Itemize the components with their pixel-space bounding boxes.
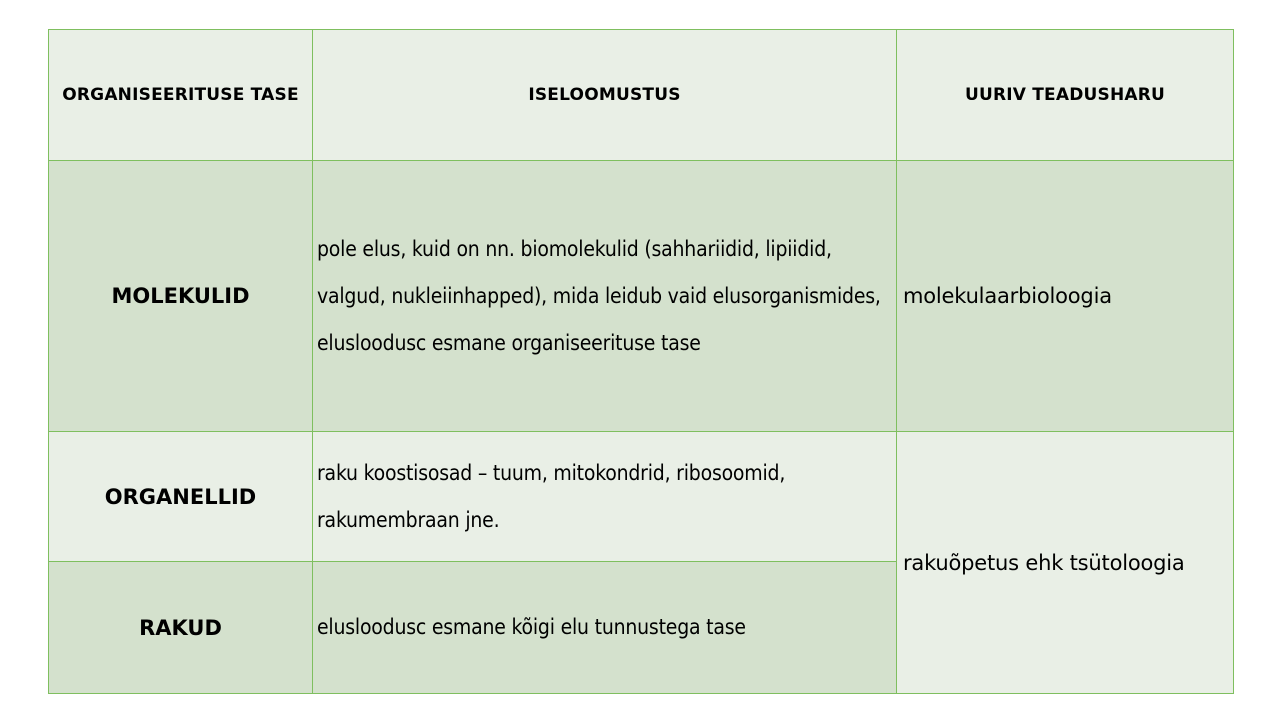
level-cell-molekulid [49, 161, 313, 432]
organization-levels-table [48, 29, 1234, 694]
level-label: MOLEKULID [111, 284, 250, 308]
level-cell-organellid [49, 432, 313, 562]
description-cell-molekulid [313, 161, 897, 432]
header-description-label: ISELOOMUSTUS [528, 85, 681, 105]
description-text: pole elus, kuid on nn. biomolekulid (sahhariidid, lipiidid, valgud, nukleiinhapped), mida leidub vaid elusorganismides, elusloodusc esmane organiseerituse tase [317, 236, 881, 355]
header-science [897, 30, 1234, 161]
table-row [49, 161, 1234, 432]
table-row [49, 432, 1234, 562]
level-label: ORGANELLID [104, 484, 257, 509]
science-cell-molekulid [897, 161, 1234, 432]
header-description [313, 30, 897, 161]
science-text: rakuõpetus ehk tsütoloogia [903, 550, 1185, 575]
header-level-label: ORGANISEERITUSE TASE [62, 85, 299, 105]
table-header-row [49, 30, 1234, 161]
description-cell-organellid [313, 432, 897, 562]
science-cell-rakuopetus [897, 432, 1234, 694]
description-text: raku koostisosad – tuum, mitokondrid, ribosoomid, rakumembraan jne. [317, 460, 786, 532]
header-science-label: UURIV TEADUSHARU [964, 85, 1166, 105]
description-text: elusloodusc esmane kõigi elu tunnustega tase [317, 615, 746, 639]
header-level [49, 30, 313, 161]
description-cell-rakud [313, 562, 897, 694]
level-cell-rakud [49, 562, 313, 694]
science-text: molekulaarbioloogia [903, 284, 1112, 308]
level-label: RAKUD [139, 615, 222, 640]
